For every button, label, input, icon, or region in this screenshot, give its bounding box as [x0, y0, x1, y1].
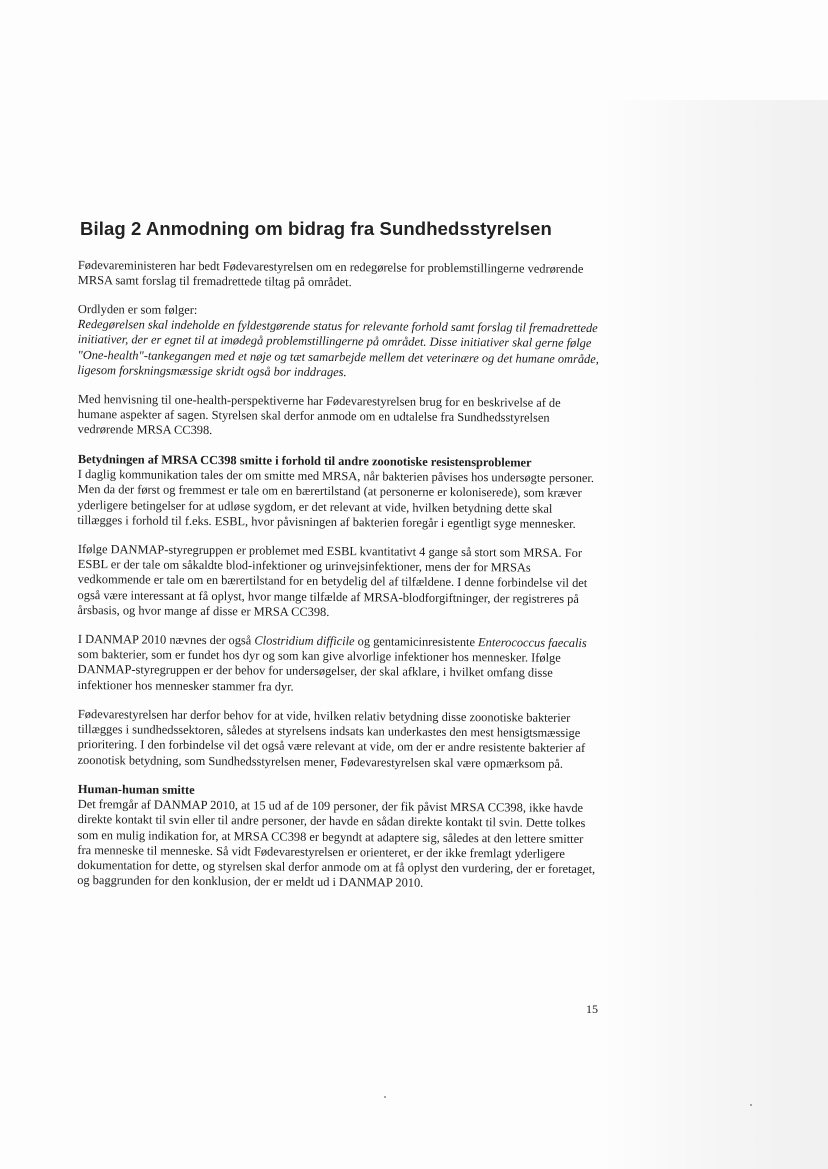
- section-heading-human: Human-human smitte: [77, 781, 195, 797]
- esbl-paragraph: Ifølge DANMAP-styregruppen er problemet med ESBL kvantitativt 4 gange så stort som MRSA. For ESBL er der tale om såkaldte blod-infektioner og urinvejsinfektioner, mens der for MRSAs vedkommende er tale om en bærertilstand for en betydelig del af tilfældene. I denne forbindelse vil det også være interessant at få oplyst, hvor mange tilfælde af MRSA-blodforgiftninger, der registreres på årsbasis, og hvor mange af disse er MRSA CC398.: [77, 542, 588, 619]
- priority-paragraph: Fødevarestyrelsen har derfor behov for at vide, hvilken relativ betydning disse zoonotiske bakterier tillægges i sundhedssektoren, således at styrelsens indsats kan underkastes den mest hensigtsmæssige prioritering. I den forbindelse vil det også være relevant at vide, om der er andre resistente bakterier af zoonotisk betydning, som Sundhedsstyrelsen mener, Fødevarestyrelsen skal være opmærksom på.: [77, 706, 586, 771]
- one-health-paragraph: Med henvisning til one-health-perspektiverne har Fødevarestyrelsen brug for en beskrivelse af de humane aspekter af sagen. Styrelsen skal derfor anmode om en udtalelse fra Sundhedsstyrelsen vedrørende MRSA CC398.: [77, 392, 561, 438]
- wording-quote: Redegørelsen skal indeholde en fyldestgørende status for relevante forhold samt forslag til fremadrettede initiativer, der er egnet til at imødegå problemstillingerne på området. Disse initiativer skal gerne følge "One-health"-tankegangen med et nøje og tæt samarbejde mellem det veterinære og det humane område, ligesom forskningsmæssige skridt også bor inddrages.: [77, 317, 599, 380]
- clostridium-name: Clostridium difficile: [254, 633, 355, 649]
- wording-intro: Ordlyden er som følger:: [77, 302, 198, 318]
- scan-speck: [384, 1096, 386, 1098]
- section-mrsa-zoonotic: [77, 452, 600, 532]
- intro-paragraph: Fødevareministeren har bedt Fødevarestyrelsen om en redegørelse for problemstillingerne vedrørende MRSA samt forslag til fremadrettede tiltag på området.: [77, 258, 584, 290]
- section-mrsa-text: I daglig kommunikation tales der om smitte med MRSA, når bakterien påvises hos undersøgte personer. Men da der først og fremmest er tale om en bærertilstand (at personerne er koloniserede), som kræver yderligere betingelser for at udløse sygdom, er det relevant at vide, hvilken betydning dette skal tillægges i forhold til f.eks. ESBL, hvor påvisningen af bakterien foregår i egentligt syge mennesker.: [77, 467, 595, 531]
- page-number: 15: [586, 1002, 598, 1016]
- section-human-text: Det fremgår af DANMAP 2010, at 15 ud af de 109 personer, der fik påvist MRSA CC398, ikke havde direkte kontakt til svin eller til andre personer, der havde en sådan direkte kontakt til svin. Dette tolkes som en mulig indikation for, at MRSA CC398 er begyndt at adaptere sig, således at den lettere smitter fra menneske til menneske. Så vidt Fødevarestyrelsen er orienteret, er der ikke fremlagt yderligere dokumentation for dette, og styrelsen skal derfor anmode om at få oplyst den vurdering, der er foretaget, og baggrunden for den konklusion, der er meldt ud i DANMAP 2010.: [77, 796, 596, 890]
- scan-speck: [750, 1104, 752, 1106]
- section-heading-mrsa: Betydningen af MRSA CC398 smitte i forhold til andre zoonotiske resistensproblemer: [77, 452, 532, 470]
- section-human-human: [77, 782, 600, 893]
- danmap-paragraph: I DANMAP 2010 nævnes der også Clostridium difficile og gentamicinresistente Enterococcus faecalis som bakterier, som er fundet hos dyr og som kan give alvorlige infektioner hos mennesker. Ifølge DANMAP-styregruppen er der behov for undersøgelser, der skal afklare, i hvilket omfang disse infektioner hos mennesker stammer fra dyr.: [77, 632, 587, 694]
- page-title: Bilag 2 Anmodning om bidrag fra Sundhedsstyrelsen: [80, 218, 552, 239]
- wording-paragraph: [77, 302, 600, 382]
- scan-shadow: [600, 100, 828, 1169]
- document-page: [78, 218, 600, 902]
- enterococcus-name: Enterococcus faecalis: [478, 635, 587, 651]
